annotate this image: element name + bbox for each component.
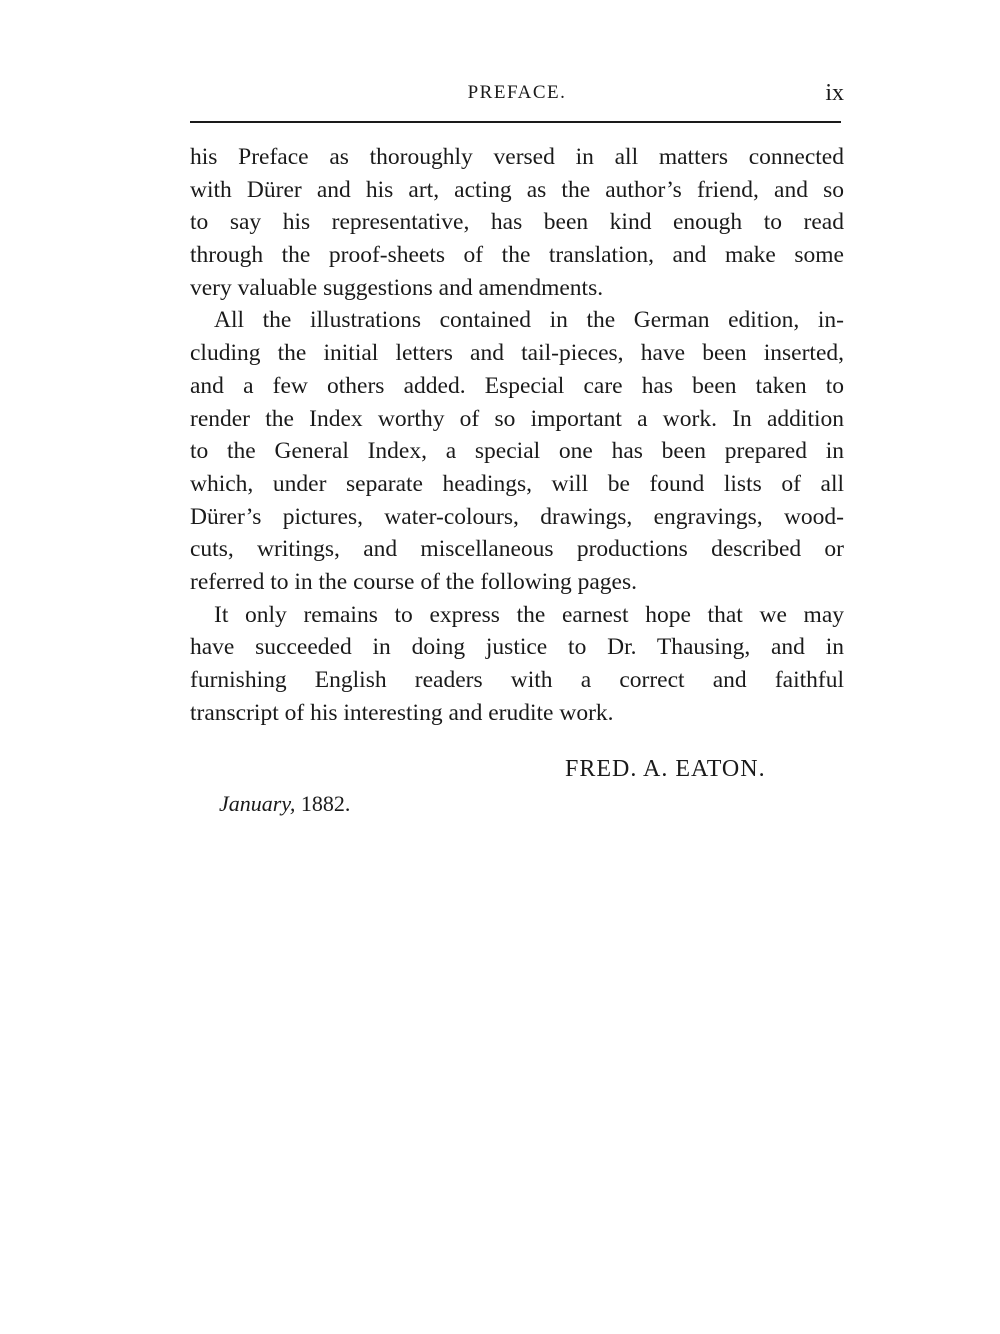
- date-month: January,: [219, 791, 296, 816]
- text-line: cuts, writings, and miscellaneous productions described or: [190, 536, 844, 563]
- text-line: transcript of his interesting and erudite work.: [190, 699, 614, 726]
- author-signature: FRED. A. EATON.: [565, 756, 766, 782]
- text-line: All the illustrations contained in the German edition, in-: [214, 307, 844, 334]
- text-line: to say his representative, has been kind enough to read: [190, 209, 844, 236]
- text-line: his Preface as thoroughly versed in all matters connected: [190, 144, 844, 170]
- date-year: 1882.: [300, 791, 351, 816]
- header-rule: [190, 121, 841, 123]
- text-line: Dürer’s pictures, water-colours, drawings, engravings, wood-: [190, 503, 844, 530]
- text-line: referred to in the course of the following pages.: [190, 568, 637, 595]
- text-line: furnishing English readers with a correct and faithful: [190, 667, 844, 693]
- page-header: [190, 82, 844, 112]
- text-line: very valuable suggestions and amendments.: [190, 274, 604, 301]
- text-line: cluding the initial letters and tail-pieces, have been inserted,: [190, 340, 844, 367]
- text-line: It only remains to express the earnest hope that we may: [214, 601, 844, 628]
- body-text: [190, 141, 844, 729]
- text-line: which, under separate headings, will be found lists of all: [190, 470, 844, 497]
- text-line: render the Index worthy of so important a work. In addition: [190, 405, 844, 432]
- text-line: with Dürer and his art, acting as the author’s friend, and so: [190, 176, 844, 203]
- page-number: ix: [825, 80, 844, 106]
- text-line: to the General Index, a special one has been prepared in: [190, 438, 844, 465]
- text-line: through the proof-sheets of the translation, and make some: [190, 242, 844, 269]
- text-line: have succeeded in doing justice to Dr. Thausing, and in: [190, 634, 844, 661]
- running-title: PREFACE.: [467, 82, 567, 103]
- date-line: [219, 791, 350, 817]
- text-line: and a few others added. Especial care has been taken to: [190, 372, 844, 399]
